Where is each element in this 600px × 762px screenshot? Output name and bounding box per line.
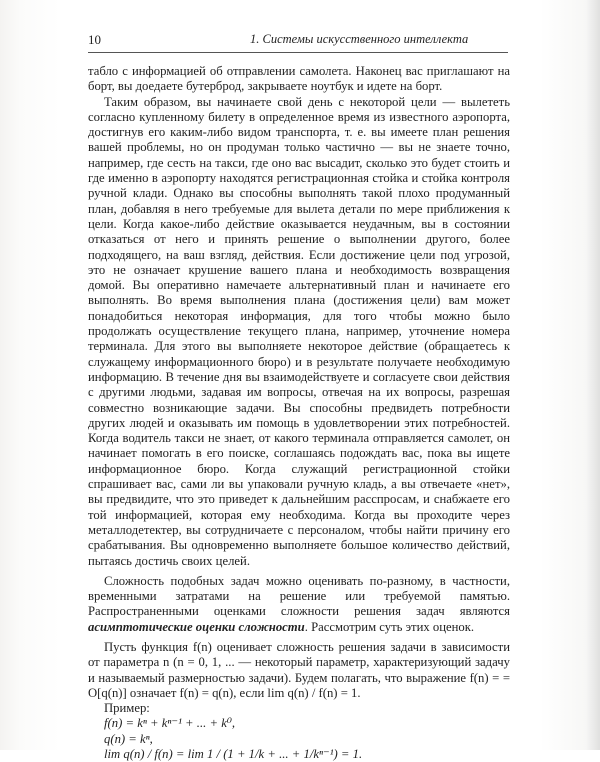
paragraph-continuation: табло с информацией об отправлении самолета. Наконец вас приглашают на борт, вы доедаете бутерброд, закрываете ноутбук и идете на борт. [88,64,510,94]
paragraph-complexity-lead: Сложность подобных задач можно оценивать по-разному, в частности, временными затратами на решение или требуемой памятью. Распространенными оценками сложности решения задач являются [88,573,510,619]
paragraph-complexity [88,574,510,635]
paragraph-complexity-tail: . Рассмотрим суть этих оценок. [304,619,475,634]
example-label: Пример: [104,701,150,716]
example-formula-limit: lim q(n) / f(n) = lim 1 / (1 + 1/k + ... + 1/kⁿ⁻¹) = 1. [104,747,363,762]
term-asymptotic-estimates: асимптотические оценки сложности [88,619,305,634]
page-number: 10 [88,32,101,47]
body-text [88,64,510,762]
example-formula-f: f(n) = kⁿ + kⁿ⁻¹ + ... + k⁰, [104,716,236,731]
page-header [88,32,508,52]
paragraph-function-definition: Пусть функция f(n) оценивает сложность решения задачи в зависимости от параметра n (n = 0, 1, ... — некоторый параметр, характеризующий задачу и называемый размерностью задачи). Будем полагать, что выражение f(n) = = O[q(n)] означает f(n) = q(n), если lim q(n) / f(n) = 1. [88,639,510,700]
paragraph-goal-planning: Таким образом, вы начинаете свой день с некоторой цели — вылететь согласно купленному билету в определенное время из известного аэропорта, достигнув его каким-либо видом транспорта, т. е. вы имеете план решения вашей проблемы, но он продуман только частично — вы не знаете точно, например, где сесть на такси, где оно вас высадит, сколько это будет стоить и где именно в аэропорту находятся регистрационная стойка и стойка контроля ручной клади. Однако вы способны выполнять такой плохо продуманный план, добавляя в него требуемые для вылета детали по мере приближения к цели. Когда какое-либо действие оказывается неудачным, вы в состоянии отказаться от него и принять решение о выполнении другого, более подходящего, на ваш взгляд, действия. Если достижение цели под угрозой, это не означает крушение вашего плана и необходимость возвращения домой. Вы оперативно намечаете альтернативный план и начинаете его выполнять. Во время выполнения плана (достижения цели) вам может понадобиться некоторая информация, для того чтобы можно было продолжать осуществление текущего плана, например, уточнение номера терминала. Для этого вы выполняете некоторое действие (обращаетесь к служащему информационного бюро) и в результате получаете необходимую информацию. В течение дня вы взаимодействуете и согласуете свои действия с другими людьми, задавая им вопросы, отвечая на их вопросы, разрешая совместно возникающие задачи. Вы способны предвидеть потребности других людей и оказывать им помощь в удовлетворении этих потребностей. Когда водитель такси не знает, от какого терминала отправляется самолет, он начинает помогать в его поиске, соглашаясь подождать вас, пока вы ищете информационное бюро. Когда служащий регистрационной стойки спрашивает вас, сами ли вы упаковали ручную кладь, а вы отвечаете «нет», вы предвидите, что это приведет к дальнейшим расспросам, и снабжаете его той информацией, которая ему необходима. Когда вы проходите через металлодетектер, вы сотрудничаете с персоналом, чтобы найти причину его срабатывания. Вы одновременно выполняете большое количество действий, пытаясь достичь своих целей. [88,94,510,568]
page-edge-shadow [586,0,600,750]
running-title: 1. Системы искусственного интеллекта [250,32,469,46]
header-rule [88,52,508,53]
example-formula-q: q(n) = kⁿ, [104,731,153,746]
